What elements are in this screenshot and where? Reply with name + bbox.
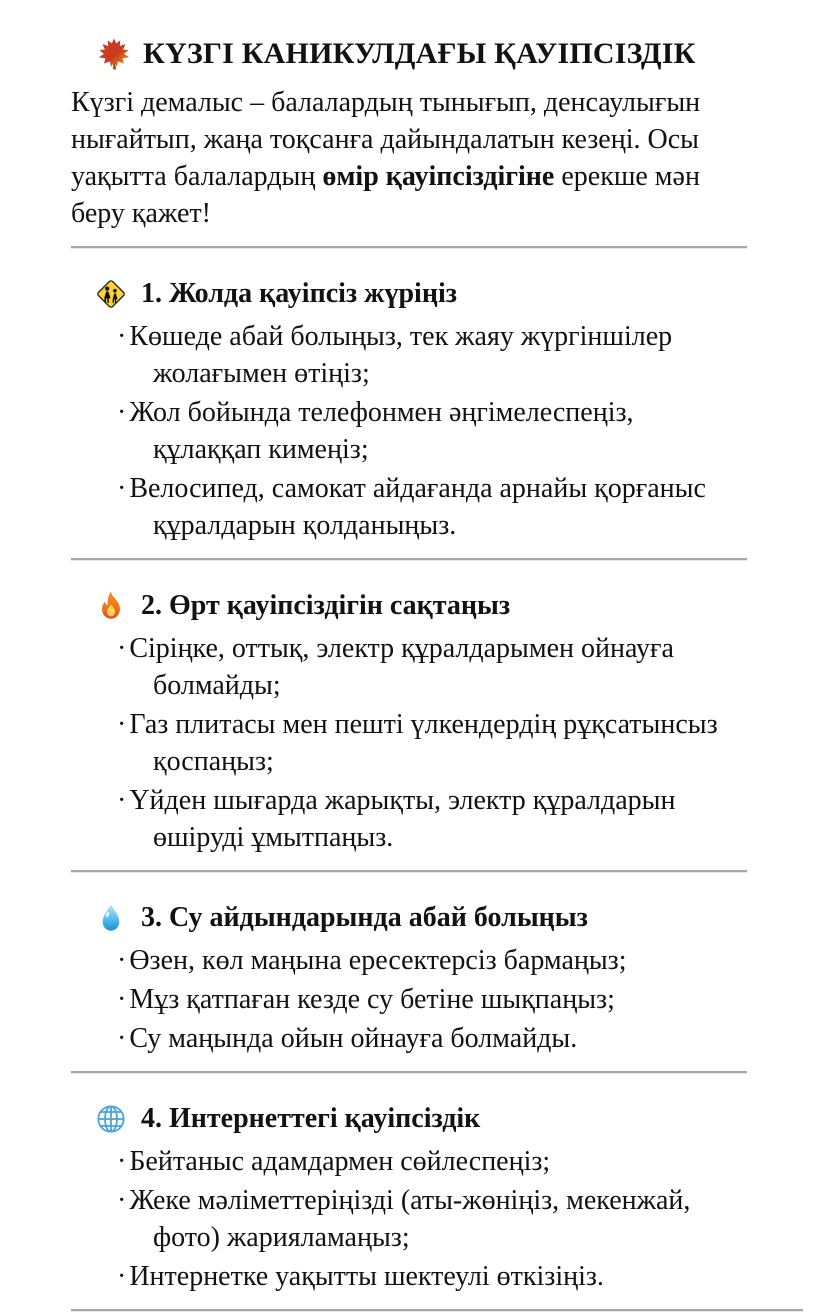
bullet-text: Жол бойында телефонмен әңгімелеспеңіз, құлаққап кимеңіз; bbox=[129, 397, 634, 465]
bullet-text: Өзен, көл маңына ересектерсіз бармаңыз; bbox=[129, 945, 627, 976]
children-crossing-icon bbox=[93, 276, 129, 312]
section-road-safety bbox=[71, 275, 747, 544]
list-item bbox=[71, 981, 747, 1018]
bullet-list bbox=[71, 942, 747, 1057]
bullet-text: Мұз қатпаған кезде су бетіне шықпаңыз; bbox=[129, 984, 615, 1015]
section-heading-text: 2. Өрт қауіпсіздігін сақтаңыз bbox=[141, 590, 511, 621]
section-water-safety bbox=[71, 899, 747, 1057]
list-item bbox=[71, 1258, 747, 1295]
section-internet-safety bbox=[71, 1100, 747, 1295]
section-heading-text: 3. Су айдындарында абай болыңыз bbox=[141, 902, 588, 933]
section-heading bbox=[93, 899, 747, 936]
list-item bbox=[71, 1020, 747, 1057]
intro-text-bold: өмір қауіпсіздігіне bbox=[322, 161, 555, 192]
page-title-text: КҮЗГІ КАНИКУЛДАҒЫ ҚАУІПСІЗДІК bbox=[143, 37, 696, 70]
list-item bbox=[71, 630, 747, 704]
section-heading bbox=[93, 587, 747, 624]
globe-icon bbox=[93, 1101, 129, 1137]
section-fire-safety bbox=[71, 587, 747, 856]
fire-icon bbox=[93, 588, 129, 624]
list-item bbox=[71, 706, 747, 780]
water-droplet-icon bbox=[93, 900, 129, 936]
page-title bbox=[97, 34, 747, 74]
bullet-text: Жеке мәліметтеріңізді (аты-жөніңіз, мекенжай, фото) жарияламаңыз; bbox=[129, 1185, 691, 1253]
bullet-text: Интернетке уақытты шектеулі өткізіңіз. bbox=[129, 1261, 604, 1292]
section-divider bbox=[71, 870, 747, 873]
bullet-text: Бейтаныс адамдармен сөйлеспеңіз; bbox=[129, 1146, 551, 1177]
list-item bbox=[71, 394, 747, 468]
intro-text-after: ерекше мән беру қажет! bbox=[71, 161, 700, 229]
bullet-text: Газ плитасы мен пешті үлкендердің рұқсатынсыз қоспаңыз; bbox=[129, 709, 718, 777]
intro-text-before: Күзгі демалыс – балалардың тынығып, денсаулығын нығайтып, жаңа тоқсанға дайындалатын кезеңі. Осы уақытта балалардың bbox=[71, 87, 701, 192]
list-item bbox=[71, 782, 747, 856]
list-item bbox=[71, 942, 747, 979]
section-heading bbox=[93, 275, 747, 312]
list-item bbox=[71, 1182, 747, 1256]
bullet-list bbox=[71, 630, 747, 856]
section-heading-text: 4. Интернеттегі қауіпсіздік bbox=[141, 1103, 481, 1134]
list-item bbox=[71, 318, 747, 392]
bullet-text: Велосипед, самокат айдағанда арнайы қорғаныс құралдарын қолданыңыз. bbox=[129, 473, 706, 541]
section-divider bbox=[71, 246, 747, 249]
list-item bbox=[71, 470, 747, 544]
section-divider bbox=[71, 558, 747, 561]
section-heading-text: 1. Жолда қауіпсіз жүріңіз bbox=[141, 278, 457, 309]
intro-paragraph bbox=[71, 84, 747, 232]
bullet-text: Көшеде абай болыңыз, тек жаяу жүргіншілер жолағымен өтіңіз; bbox=[129, 321, 673, 389]
bullet-text: Үйден шығарда жарықты, электр құралдарын өшіруді ұмытпаңыз. bbox=[129, 785, 676, 853]
section-heading bbox=[93, 1100, 747, 1137]
list-item bbox=[71, 1143, 747, 1180]
bullet-text: Сіріңке, оттық, электр құралдарымен ойнауға болмайды; bbox=[129, 633, 674, 701]
bullet-text: Су маңында ойын ойнауға болмайды. bbox=[129, 1023, 578, 1054]
section-divider bbox=[71, 1071, 747, 1074]
maple-leaf-icon bbox=[97, 37, 131, 71]
bullet-list bbox=[71, 318, 747, 544]
bullet-list bbox=[71, 1143, 747, 1295]
